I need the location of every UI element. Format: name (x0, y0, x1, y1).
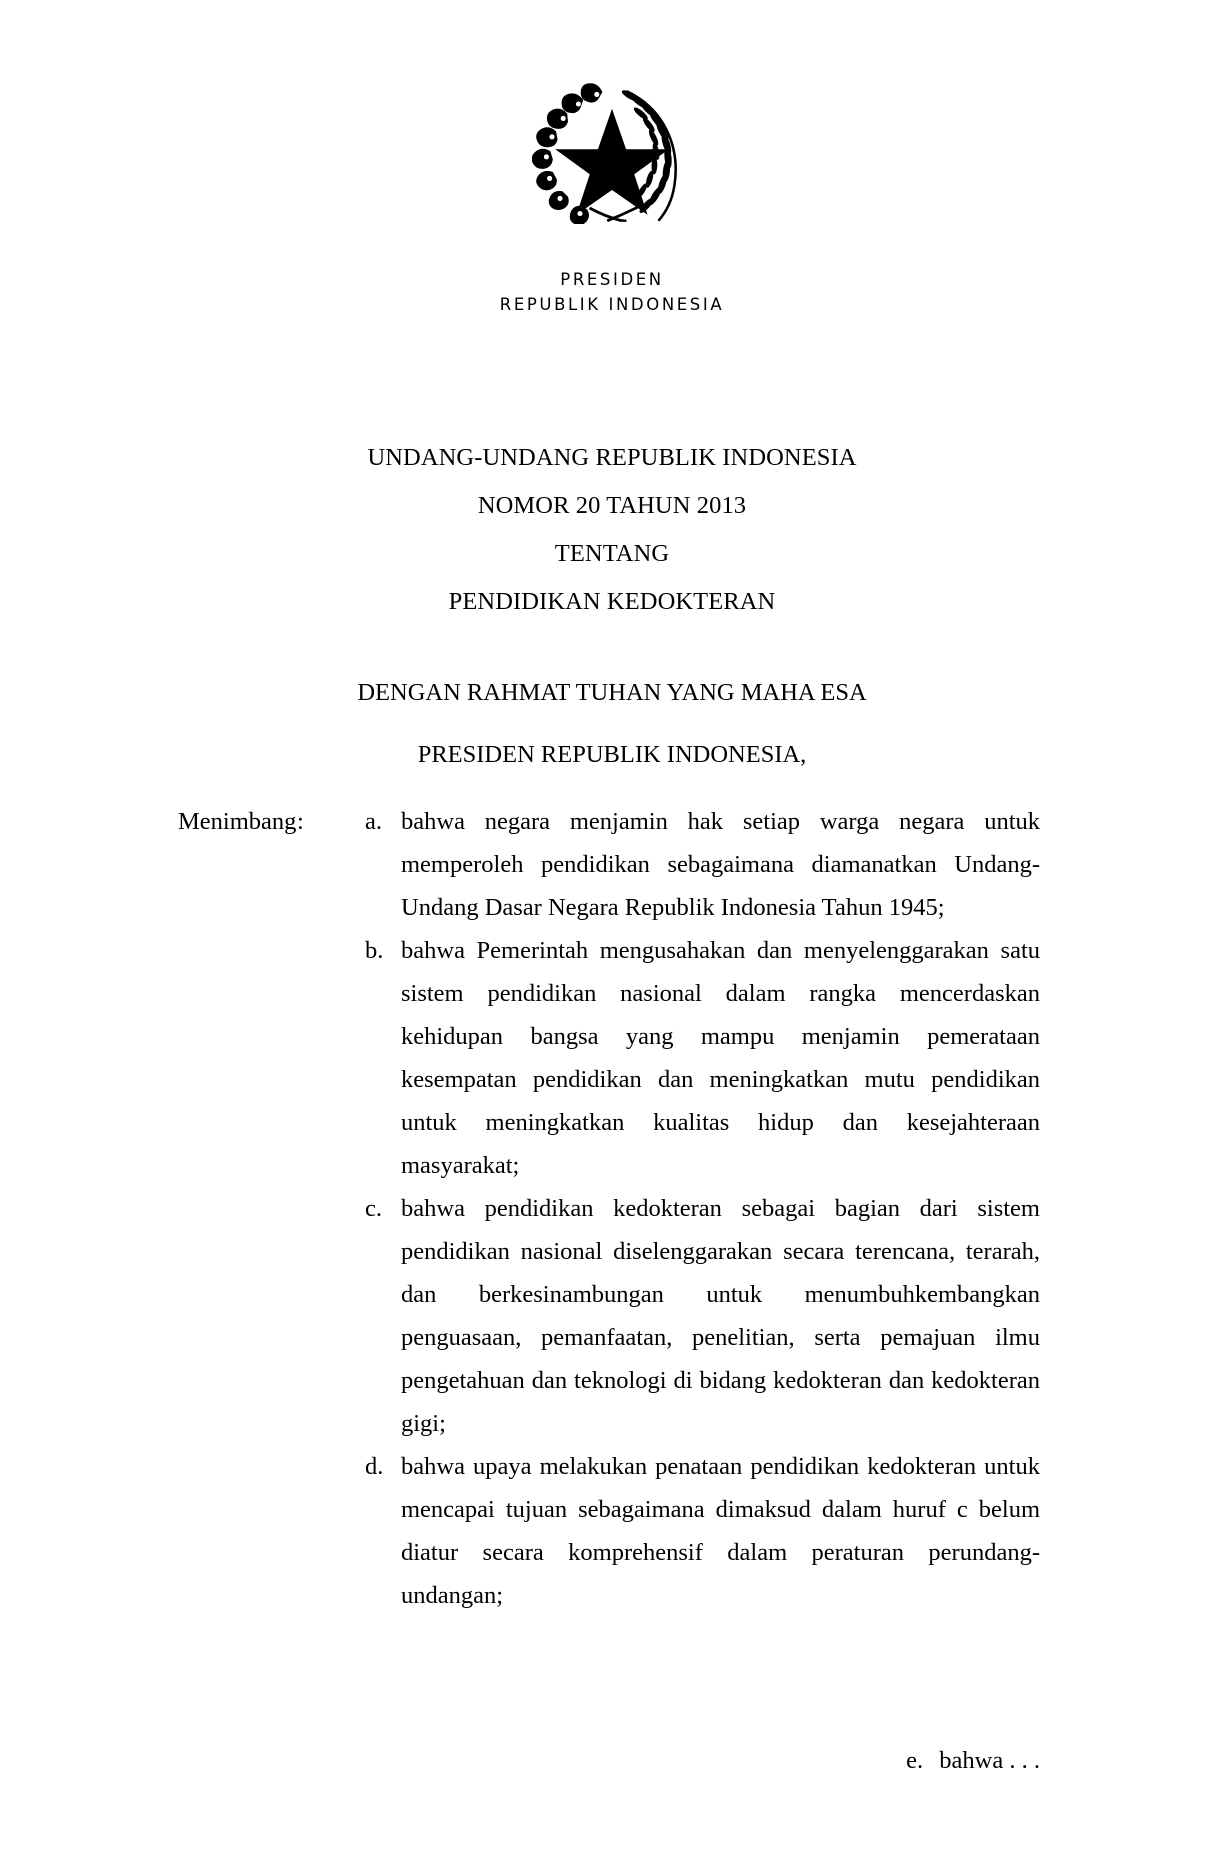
considerations-section (178, 800, 1040, 1617)
considerations-row (178, 800, 1040, 1617)
consideration-text: bahwa upaya melakukan penataan pendidikan kedokteran untuk mencapai tujuan sebagaimana dimaksud dalam huruf c belum diatur secara komprehensif dalam peraturan perundang-undangan; (401, 1453, 1040, 1609)
presidential-caption (0, 268, 1224, 316)
consideration-item (365, 1445, 1040, 1617)
considerations-label: Menimbang (178, 808, 297, 835)
page-catchword (0, 1742, 1040, 1780)
consideration-text: bahwa pendidikan kedokteran sebagai bagian dari sistem pendidikan nasional diselenggarakan secara terencana, terarah, dan berkesinambungan untuk menumbuhkembangkan penguasaan, pemanfaatan, penelitian, serta pemajuan ilmu pengetahuan dan teknologi di bidang kedokteran dan kedokteran gigi; (401, 1195, 1040, 1437)
caption-presiden: PRESIDEN (560, 270, 664, 289)
consideration-text: bahwa negara menjamin hak setiap warga negara untuk memperoleh pendidikan sebagaimana diamanatkan Undang-Undang Dasar Negara Republik Indonesia Tahun 1945; (401, 808, 1040, 921)
law-title-block (0, 434, 1224, 626)
title-subject: PENDIDIKAN KEDOKTERAN (448, 588, 776, 615)
considerations-separator: : (297, 808, 304, 835)
consideration-marker: d. (365, 1453, 384, 1480)
title-number-year: NOMOR 20 TAHUN 2013 (477, 492, 747, 519)
consideration-marker: a. (365, 808, 382, 835)
catchword-text: bahwa . . . (939, 1747, 1040, 1774)
consideration-item (365, 800, 1040, 929)
title-law-type: UNDANG-UNDANG REPUBLIK INDONESIA (367, 444, 857, 471)
invocation-block (0, 662, 1224, 786)
invocation-president: PRESIDEN REPUBLIK INDONESIA, (417, 741, 807, 768)
caption-republik-indonesia: REPUBLIK INDONESIA (499, 295, 725, 314)
indonesian-presidential-star-wreath-emblem-icon (532, 72, 692, 224)
emblem-block (0, 72, 1224, 229)
catchword-marker: e. (906, 1747, 924, 1774)
consideration-item (365, 929, 1040, 1187)
title-about-keyword: TENTANG (554, 540, 670, 567)
consideration-marker: c. (365, 1195, 382, 1222)
considerations-item-list (365, 800, 1040, 1617)
consideration-marker: b. (365, 937, 384, 964)
consideration-item (365, 1187, 1040, 1445)
invocation-blessing: DENGAN RAHMAT TUHAN YANG MAHA ESA (357, 679, 867, 706)
consideration-text: bahwa Pemerintah mengusahakan dan menyelenggarakan satu sistem pendidikan nasional dalam rangka mencerdaskan kehidupan bangsa yang mampu menjamin pemerataan kesempatan pendidikan dan meningkatkan mutu pendidikan untuk meningkatkan kualitas hidup dan kesejahteraan masyarakat; (401, 937, 1040, 1179)
